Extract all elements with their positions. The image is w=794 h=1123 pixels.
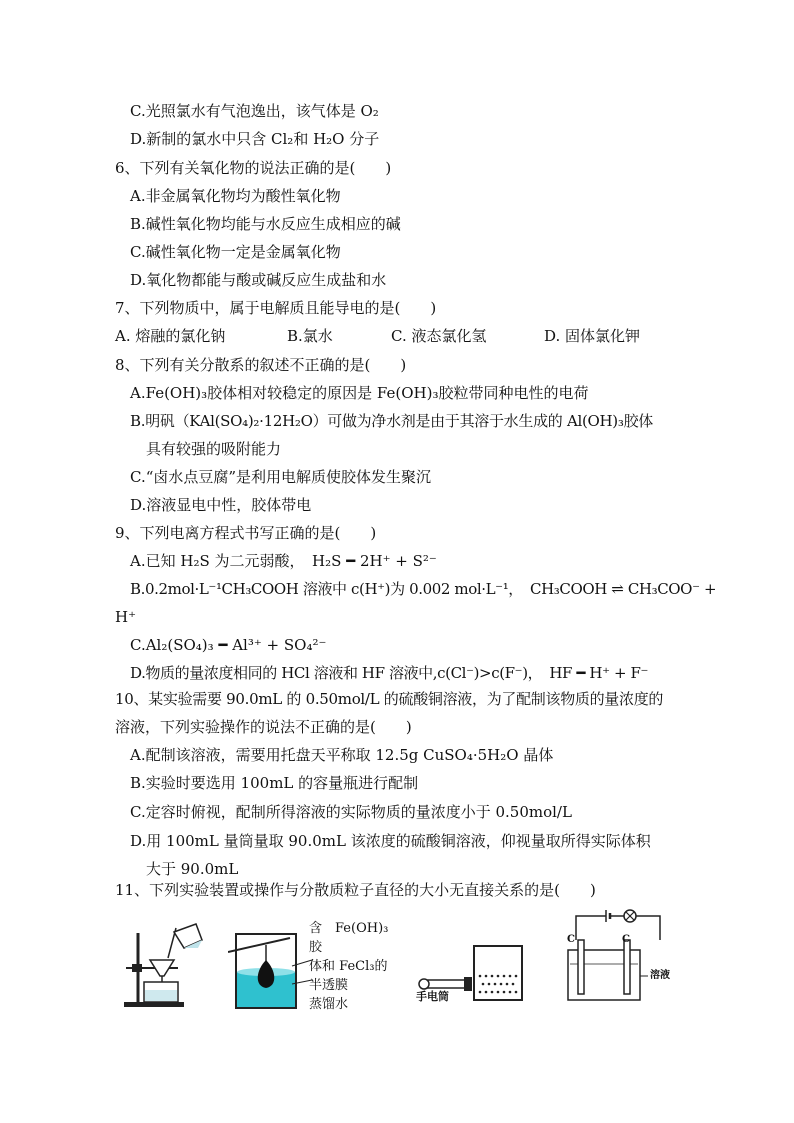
q6-stem: 6、下列有关氧化物的说法正确的是( ): [115, 159, 392, 177]
dialysis-caption: [309, 919, 388, 1014]
filtration-apparatus-figure: [118, 918, 210, 1010]
electrode-right-label: C: [622, 934, 630, 945]
q8-option-b-cont: 具有较强的吸附能力: [146, 440, 282, 458]
q9-option-d: D.物质的量浓度相同的 HCl 溶液和 HF 溶液中,c(Cl⁻)>c(F⁻)， HF ━ H⁺ + F⁻: [130, 664, 649, 682]
caption-line: 蒸馏水: [309, 997, 349, 1012]
q10-option-a: A.配制该溶液，需要用托盘天平称取 12.5g CuSO₄·5H₂O 晶体: [130, 746, 554, 764]
caption-line: 含 Fe(OH)₃: [309, 921, 389, 936]
q5-option-c: C.光照氯水有气泡逸出，该气体是 O₂: [130, 102, 379, 120]
q10-option-d-cont: 大于 90.0mL: [146, 860, 239, 878]
q7-option-d: D. 固体氯化钾: [544, 327, 641, 345]
q9-stem: 9、下列电离方程式书写正确的是( ): [115, 524, 377, 542]
caption-pointer-lines: [290, 936, 314, 996]
q10-option-c: C.定容时俯视，配制所得溶液的实际物质的量浓度小于 0.50mol/L: [130, 803, 572, 821]
q6-option-c: C.碱性氧化物一定是金属氧化物: [130, 243, 341, 261]
q9-option-c: C.Al₂(SO₄)₃ ━ Al³⁺ + SO₄²⁻: [130, 636, 327, 654]
q9-option-b: B.0.2mol·L⁻¹CH₃COOH 溶液中 c(H⁺)为 0.002 mol·L⁻¹， CH₃COOH ⇌ CH₃COO⁻ +: [130, 580, 717, 598]
q11-stem: 11、下列实验装置或操作与分散质粒子直径的大小无直接关系的是( ): [115, 881, 596, 899]
q7-option-a: A. 熔融的氯化钠: [115, 327, 226, 345]
q8-option-c: C.“卤水点豆腐”是利用电解质使胶体发生聚沉: [130, 468, 432, 486]
q10-option-b: B.实验时要选用 100mL 的容量瓶进行配制: [130, 774, 419, 792]
q7-option-b: B.氯水: [287, 327, 333, 345]
caption-line: 半透膜: [309, 978, 349, 993]
q7-stem: 7、下列物质中，属于电解质且能导电的是( ): [115, 299, 437, 317]
q7-option-c: C. 液态氯化氢: [391, 327, 487, 345]
caption-line: 体和 FeCl₃的: [309, 959, 388, 974]
q6-option-d: D.氧化物都能与酸或碱反应生成盐和水: [130, 271, 387, 289]
q5-option-d: D.新制的氯水中只含 Cl₂和 H₂O 分子: [130, 130, 380, 148]
flashlight-label: 手电筒: [416, 990, 449, 1003]
q9-option-b-cont: H⁺: [115, 608, 136, 626]
electrode-left-label: C: [567, 934, 575, 945]
q8-stem: 8、下列有关分散系的叙述不正确的是( ): [115, 356, 407, 374]
q6-option-b: B.碱性氧化物均能与水反应生成相应的碱: [130, 215, 401, 233]
q10-stem: 10、某实验需要 90.0mL 的 0.50mol/L 的硫酸铜溶液，为了配制该物质的量浓度的: [115, 690, 664, 708]
conductivity-circuit-figure: [560, 906, 672, 1006]
caption-line: 胶: [309, 940, 323, 955]
q10-stem-cont: 溶液，下列实验操作的说法不正确的是( ): [115, 718, 412, 736]
solution-label: 溶液: [650, 970, 670, 981]
q10-option-d: D.用 100mL 量筒量取 90.0mL 该浓度的硫酸铜溶液，仰视量取所得实际体积: [130, 832, 651, 850]
q8-option-d: D.溶液显电中性，胶体带电: [130, 496, 312, 514]
q8-option-a: A.Fe(OH)₃胶体相对较稳定的原因是 Fe(OH)₃胶粒带同种电性的电荷: [130, 384, 589, 402]
q9-option-a: A.已知 H₂S 为二元弱酸， H₂S ━ 2H⁺ + S²⁻: [130, 552, 437, 570]
q6-option-a: A.非金属氧化物均为酸性氧化物: [130, 187, 341, 205]
q8-option-b: B.明矾（KAl(SO₄)₂·12H₂O）可做为净水剂是由于其溶于水生成的 Al(OH)₃胶体: [130, 412, 653, 430]
